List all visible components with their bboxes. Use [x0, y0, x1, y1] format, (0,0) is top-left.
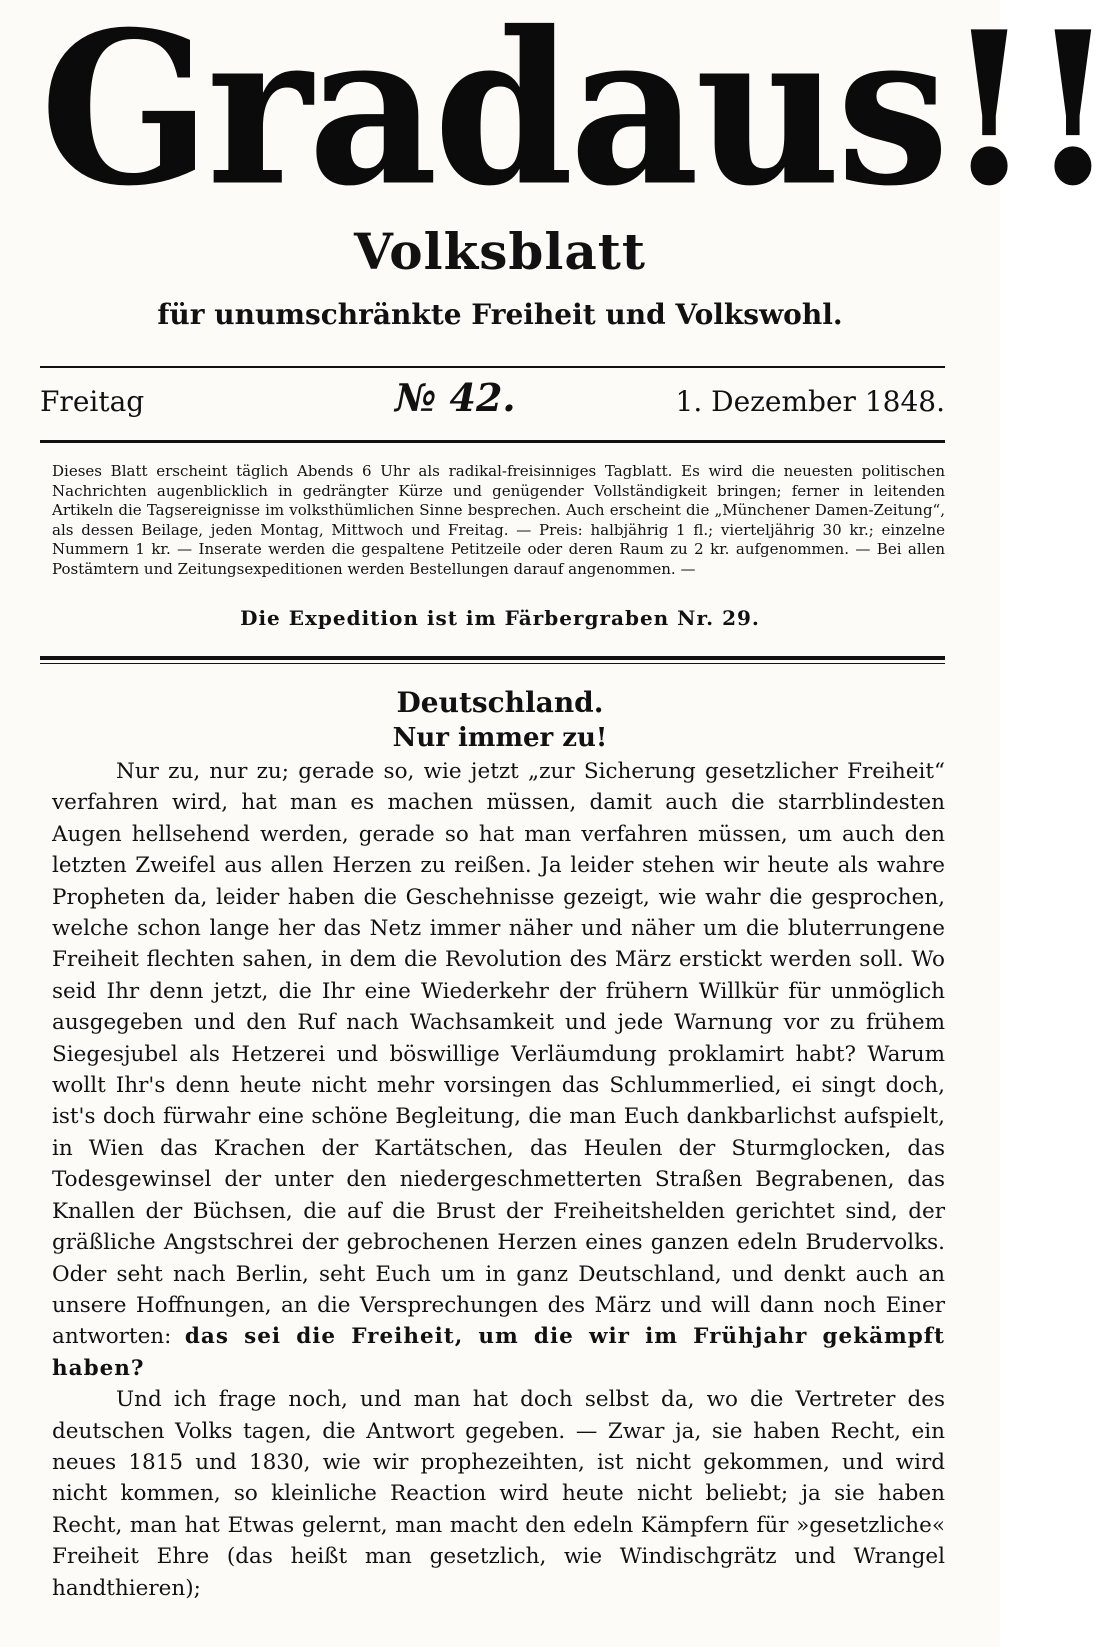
- article-title: Nur immer zu!: [392, 723, 608, 753]
- weekday: Freitag: [40, 385, 145, 418]
- article-body: [52, 756, 945, 1604]
- notice-rule-thick: [40, 656, 945, 660]
- newspaper-title: Gradaus!!: [40, 0, 1113, 233]
- expedition-address: Die Expedition ist im Färbergraben Nr. 29.: [240, 606, 760, 630]
- publication-notice: Dieses Blatt erscheint täglich Abends 6 Uhr als radikal-freisinniges Tagblatt. Es wird die neuesten politischen Nachrichten augenblicklich in gedrängter Kürze und genügender Vollständigkeit bringen; ferner in leitenden Artikeln die Tagsereignisse im volksthümlichen Sinne besprechen. Auch erscheint die „Münchener Damen-Zeitung“, als dessen Beilage, jeden Montag, Mittwoch und Freitag. — Preis: halbjährig 1 fl.; vierteljährig 30 kr.; einzelne Nummern 1 kr. — Inserate werden die gespaltene Petitzeile oder deren Raum zu 2 kr. aufgenommen. — Bei allen Postämtern und Zeitungsexpeditionen werden Bestellungen darauf angenommen. —: [52, 462, 945, 578]
- newspaper-tagline: für unumschränkte Freiheit und Volkswohl.: [157, 298, 843, 331]
- dateline: [40, 375, 945, 431]
- issue-date: 1. Dezember 1848.: [675, 385, 945, 418]
- issue-number: № 42.: [395, 375, 516, 420]
- section-heading: Deutschland.: [396, 686, 604, 719]
- paragraph-text: Nur zu, nur zu; gerade so, wie jetzt „zur Sicherung gesetzlicher Freiheit“ verfahren wird, hat man es machen müssen, damit auch die starrblindesten Augen hellsehend werden, gerade so hat man verfahren müssen, um auch den letzten Zweifel aus allen Herzen zu reißen. Ja leider stehen wir heute als wahre Propheten da, leider haben die Geschehnisse gezeigt, wie wahr die gesprochen, welche schon lange her das Netz immer näher und näher um die bluterrungene Freiheit flechten sahen, in dem die Revolution des März erstickt werden soll. Wo seid Ihr denn jetzt, die Ihr eine Wiederkehr der frühern Willkür für unmöglich ausgegeben und den Ruf nach Wachsamkeit und jede Warnung vor zu frühem Siegesjubel als Hetzerei und böswillige Verläumdung proklamirt habt? Warum wollt Ihr's denn heute nicht mehr vorsingen das Schlummerlied, ei singt doch, ist's doch fürwahr eine schöne Begleitung, die man Euch dankbarlichst aufspielt, in Wien das Krachen der Kartätschen, das Heulen der Sturmglocken, das Todesgewinsel der unter den niedergeschmetterten Straßen Begrabenen, das Knallen der Büchsen, die auf die Brust der Freiheitshelden gerichtet sind, der gräßliche Angstschrei der gebrochenen Herzen eines ganzen edeln Brudervolks. Oder seht nach Berlin, seht Euch um in ganz Deutschland, und denkt auch an unsere Hoffnungen, an die Versprechungen des März und will dann noch Einer antworten:: [52, 759, 945, 1350]
- newspaper-subtitle: Volksblatt: [354, 222, 646, 281]
- notice-rule-thin: [40, 663, 945, 664]
- emphasized-question: das sei die Freiheit, um die wir im Frühjahr gekämpft haben?: [52, 1324, 945, 1381]
- paragraph-text: Und ich frage noch, und man hat doch selbst da, wo die Vertreter des deutschen Volks tagen, die Antwort gegeben. — Zwar ja, sie haben Recht, ein neues 1815 und 1830, wie wir prophezeihten, ist nicht gekommen, und wird nicht kommen, so kleinliche Reaction wird heute nicht beliebt; ja sie haben Recht, man hat Etwas gelernt, man macht den edeln Kämpfern für »gesetzliche« Freiheit Ehre (das heißt man gesetzlich, wie Windischgrätz und Wrangel handthieren);: [52, 1387, 945, 1601]
- article-paragraph: [52, 756, 945, 1384]
- article-paragraph: [52, 1384, 945, 1604]
- dateline-rule: [40, 440, 945, 443]
- top-rule: [40, 366, 945, 368]
